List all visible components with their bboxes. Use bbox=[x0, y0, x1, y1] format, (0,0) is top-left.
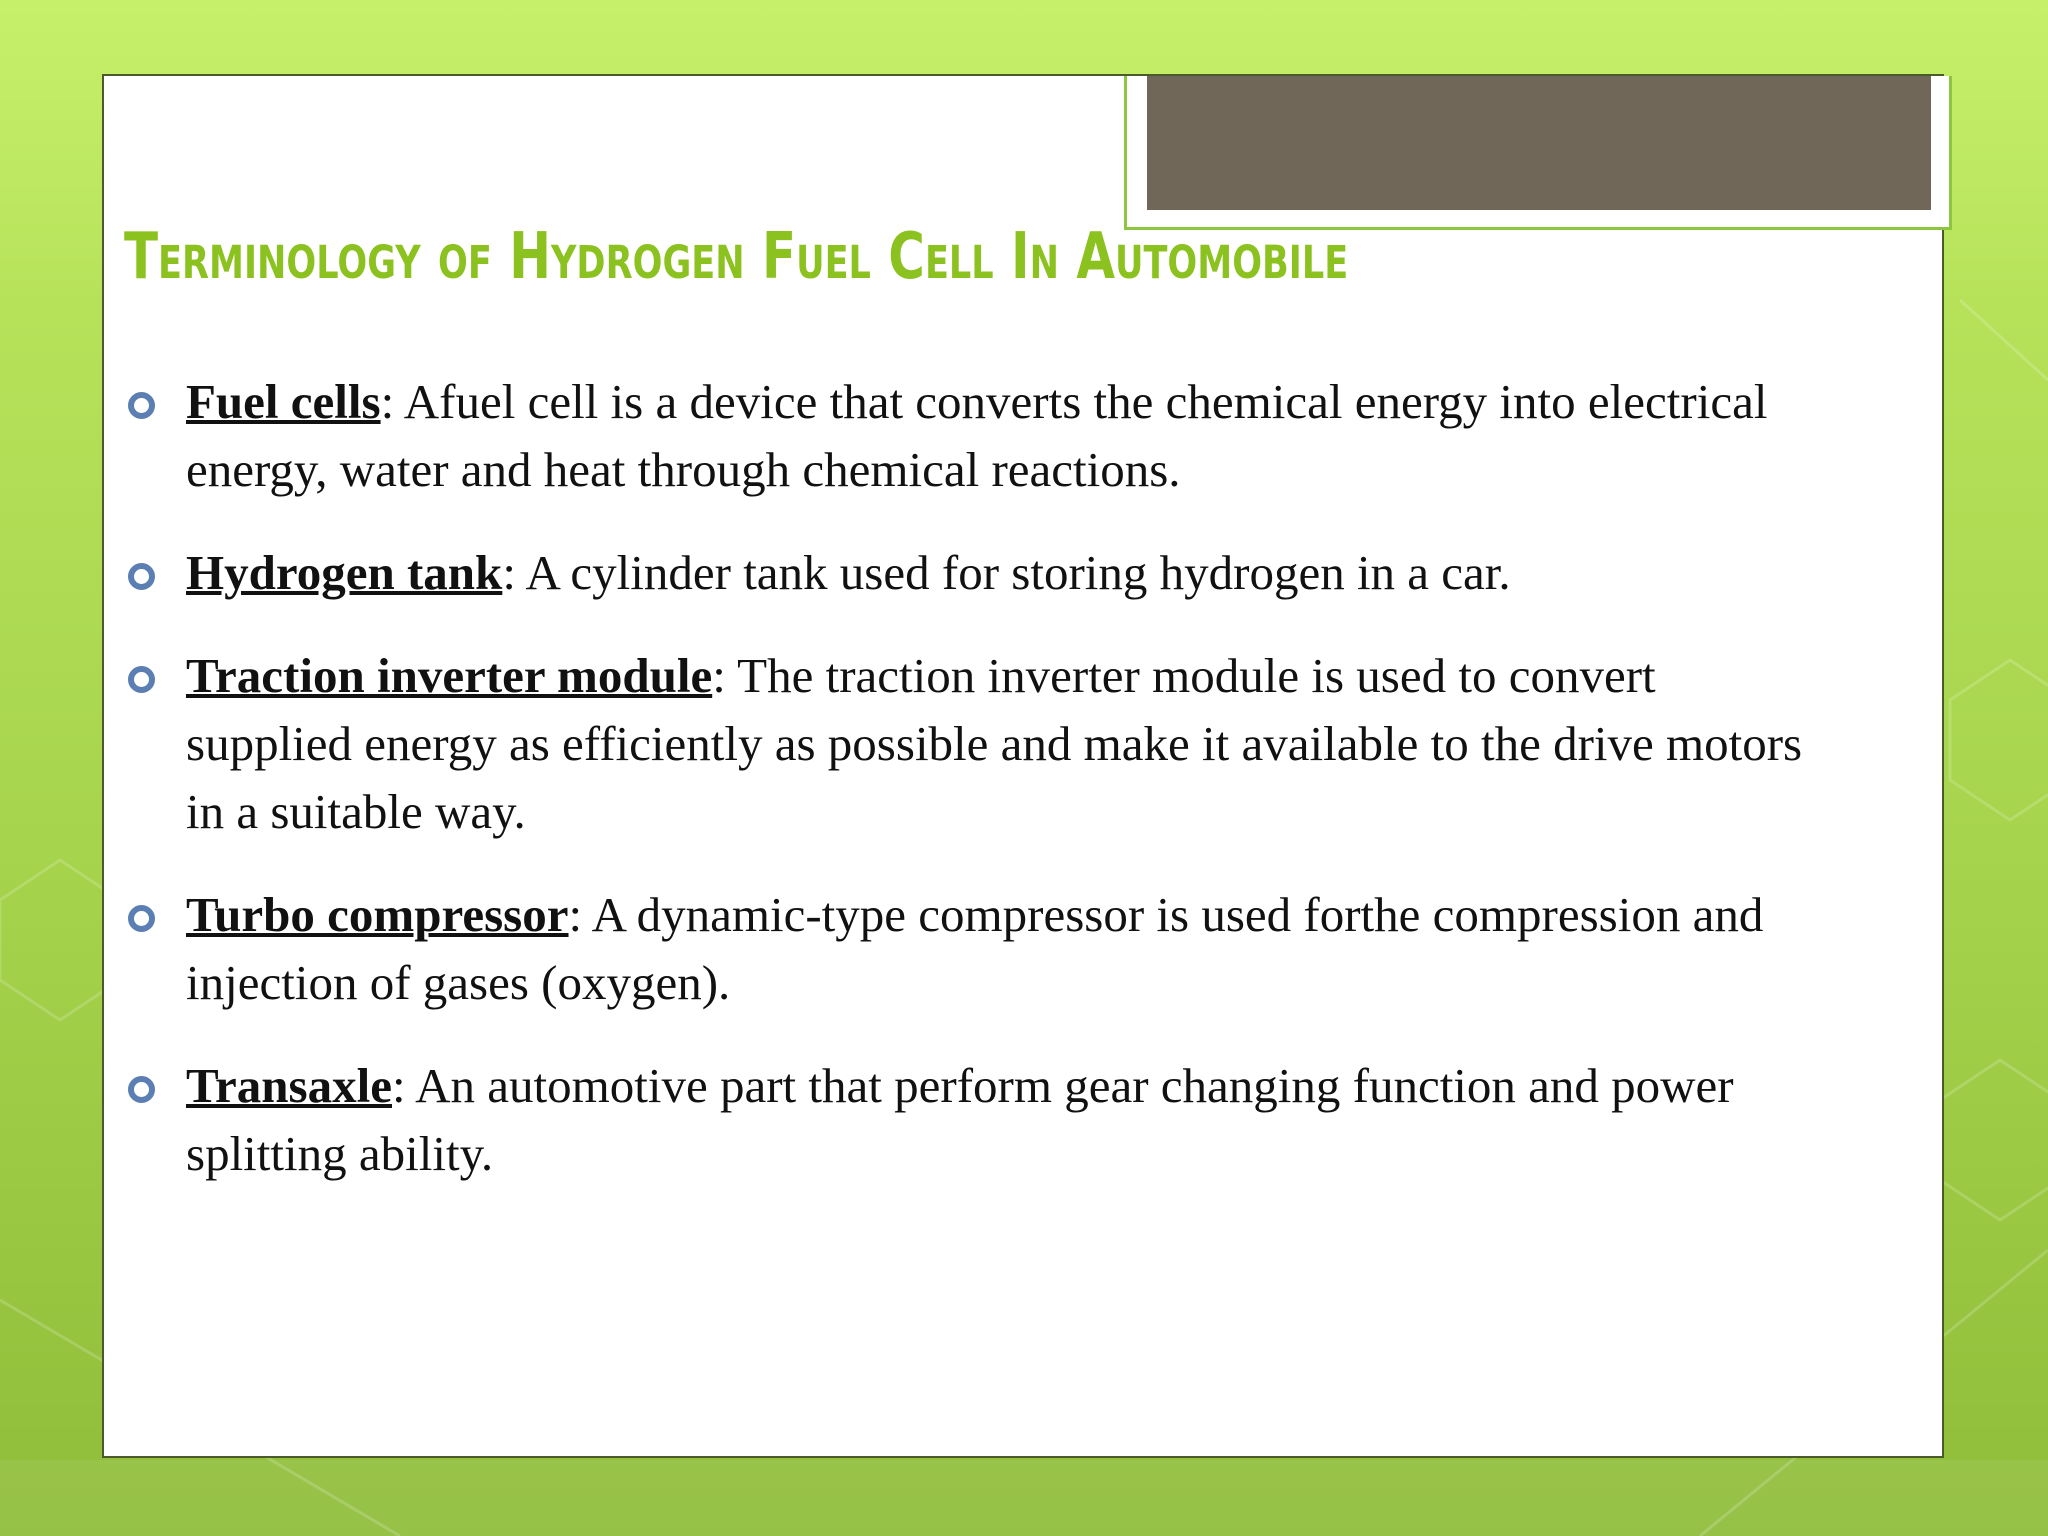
term-description: : A dynamic-type compressor is used forthe compression and injection of gases (oxygen). bbox=[186, 887, 1764, 1010]
header-decoration-tab bbox=[1124, 76, 1952, 230]
slide-title: Terminology of Hydrogen Fuel Cell In Automobile bbox=[124, 220, 1349, 294]
hollow-circle-bullet-icon bbox=[128, 905, 155, 932]
hollow-circle-bullet-icon bbox=[128, 392, 155, 419]
hollow-circle-bullet-icon bbox=[128, 563, 155, 590]
term-label: Traction inverter module bbox=[186, 648, 713, 703]
term-description: : An automotive part that perform gear changing function and power splitting ability. bbox=[186, 1058, 1734, 1181]
terminology-list bbox=[124, 368, 1824, 1223]
hollow-circle-bullet-icon bbox=[128, 1076, 155, 1103]
list-item-traction-inverter-module bbox=[124, 642, 1824, 846]
list-item-transaxle bbox=[124, 1052, 1824, 1188]
list-item-turbo-compressor bbox=[124, 881, 1824, 1017]
term-label: Transaxle bbox=[186, 1058, 392, 1113]
term-description: : A cylinder tank used for storing hydrogen in a car. bbox=[502, 545, 1511, 600]
header-decoration-block bbox=[1147, 76, 1931, 210]
term-description: : Afuel cell is a device that converts the chemical energy into electrical energy, water and heat through chemical reactions. bbox=[186, 374, 1768, 497]
list-item-fuel-cells bbox=[124, 368, 1824, 504]
term-label: Turbo compressor bbox=[186, 887, 569, 942]
list-item-hydrogen-tank bbox=[124, 539, 1824, 607]
term-label: Fuel cells bbox=[186, 374, 381, 429]
term-label: Hydrogen tank bbox=[186, 545, 503, 600]
term-description: : The traction inverter module is used to convert supplied energy as efficiently as possible and make it available to the drive motors in a suitable way. bbox=[186, 648, 1803, 839]
hollow-circle-bullet-icon bbox=[128, 666, 155, 693]
